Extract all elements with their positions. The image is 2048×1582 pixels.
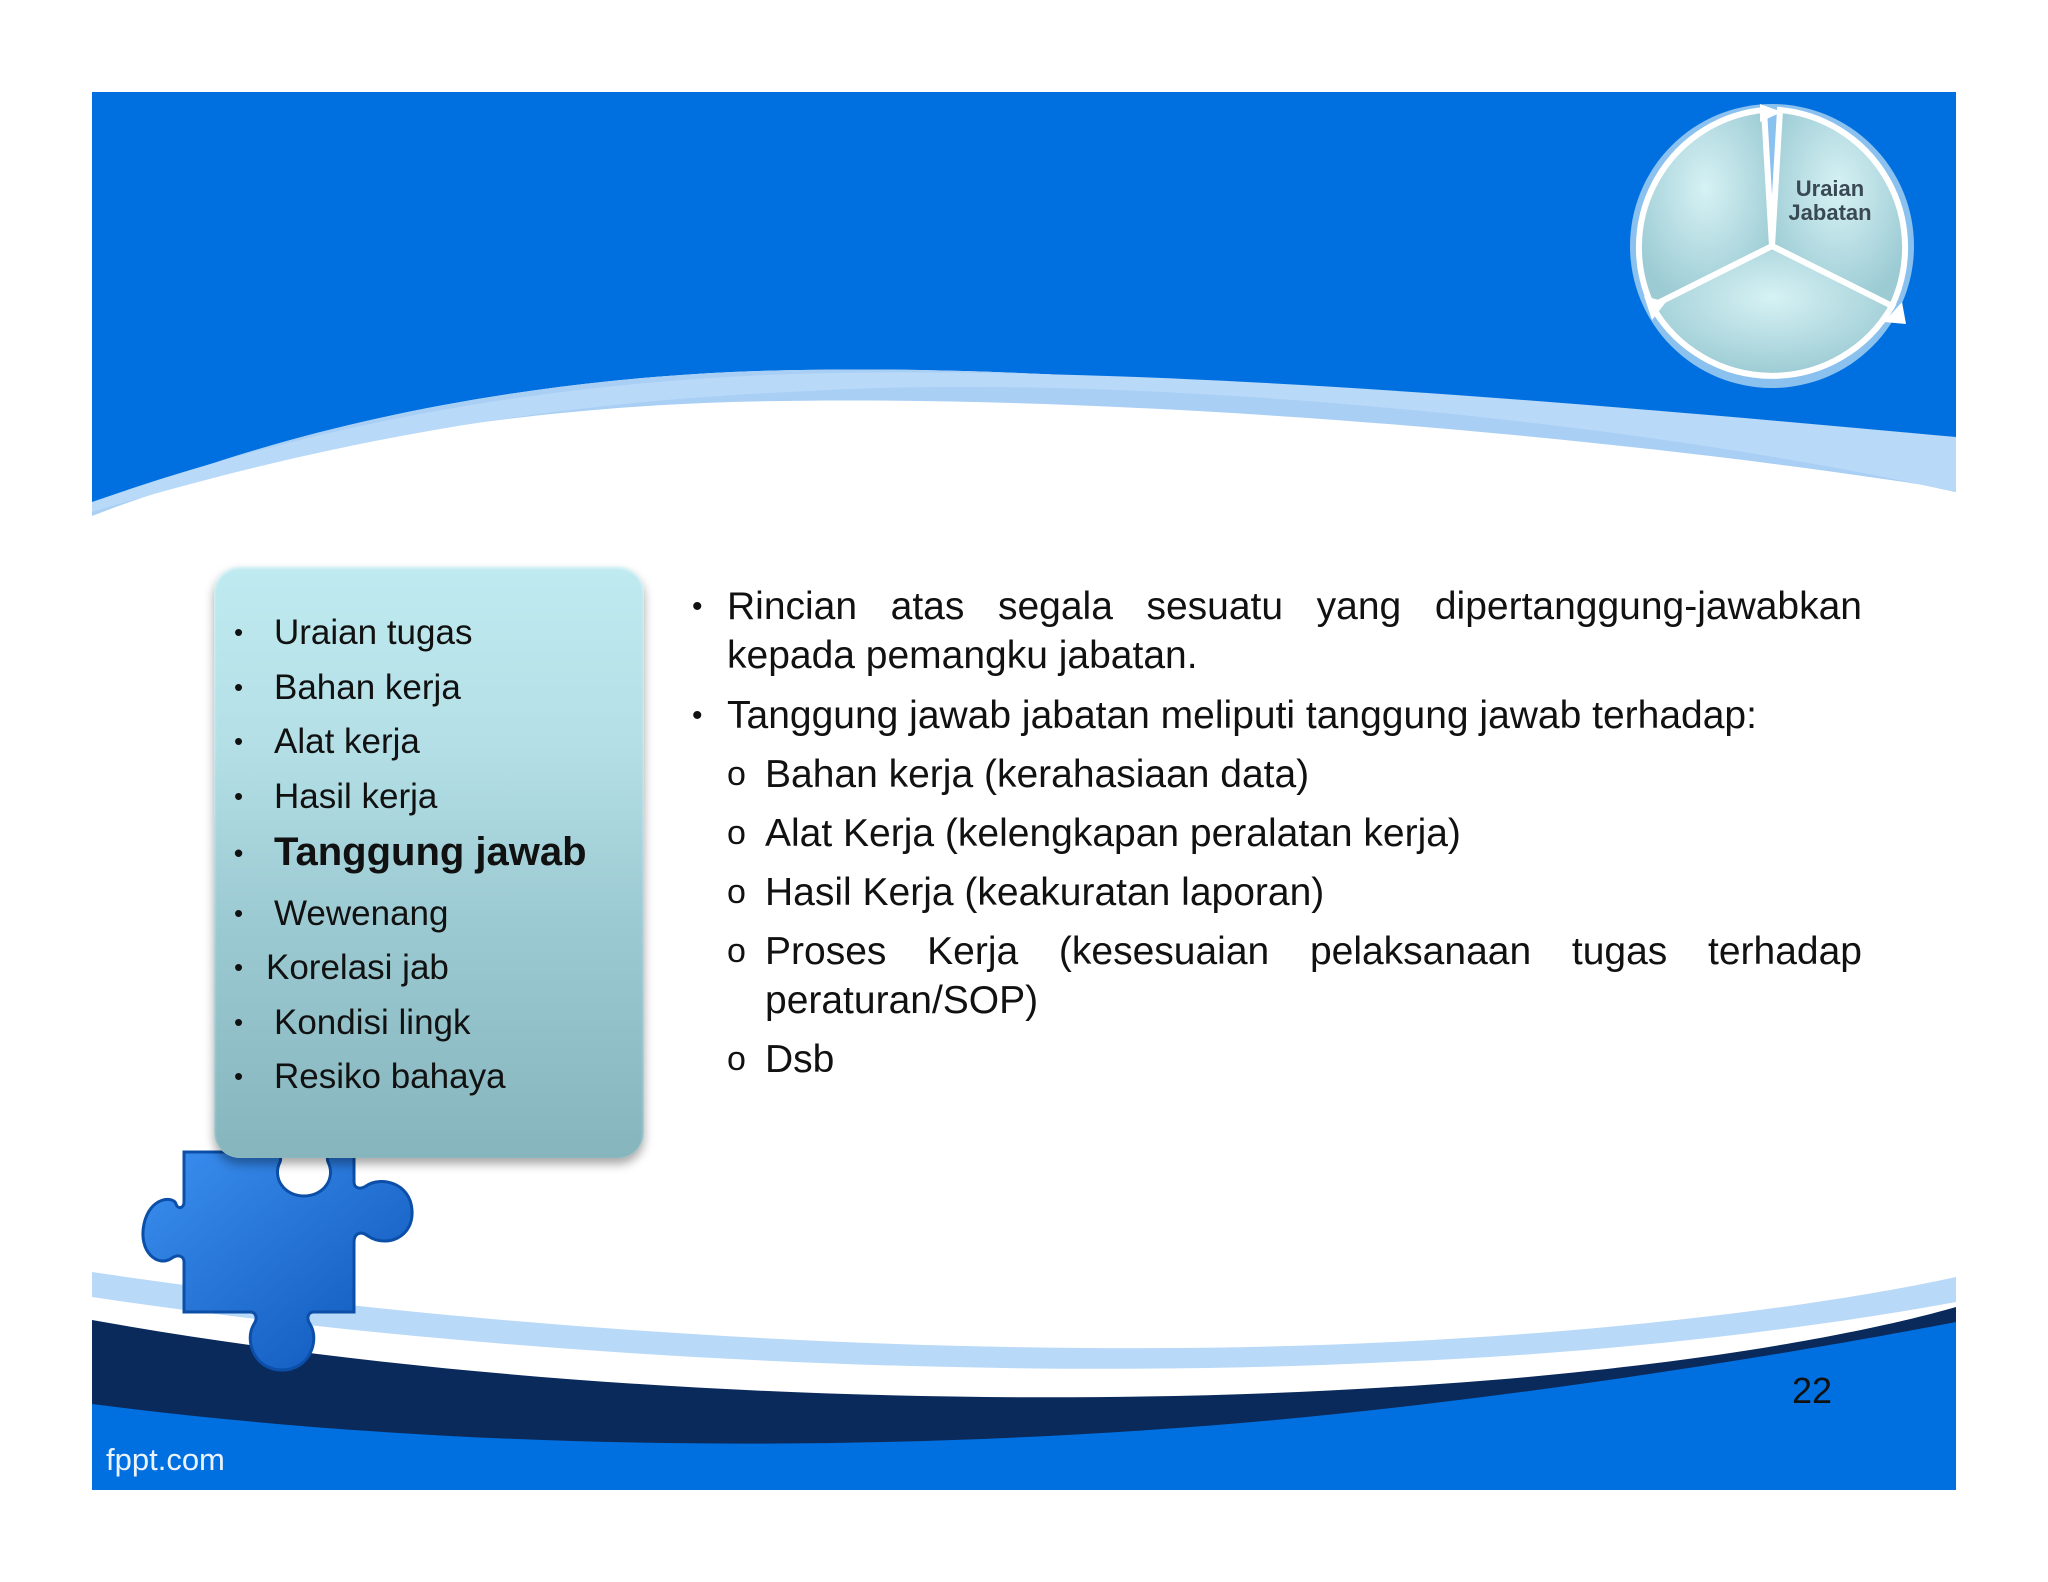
menu-item-wewenang[interactable]: • Wewenang xyxy=(234,894,449,933)
menu-item-label: Resiko bahaya xyxy=(274,1057,506,1096)
bullet-marker: • xyxy=(692,590,703,623)
menu-item-label: Kondisi lingk xyxy=(274,1003,471,1042)
menu-item-tanggung-jawab[interactable]: • Tanggung jawab xyxy=(234,830,587,874)
sub-bullet-item xyxy=(727,809,1862,858)
menu-item-label: Alat kerja xyxy=(274,722,420,761)
cycle-label-line1: Uraian xyxy=(1795,176,1865,201)
menu-item-label: Korelasi jab xyxy=(266,948,449,987)
footer-brand: fppt.com xyxy=(106,1442,225,1477)
bullet-text: Rincian atas segala sesuatu yang dipertanggung-jawabkan kepada pemangku jabatan. xyxy=(727,585,1862,677)
sub-bullet-marker: o xyxy=(727,755,746,793)
sub-bullet-marker: o xyxy=(727,873,746,911)
slide xyxy=(92,92,1956,1490)
sub-bullet-text: Hasil Kerja (keakuratan laporan) xyxy=(765,871,1325,914)
sub-bullet-marker: o xyxy=(727,932,746,970)
topic-menu-panel xyxy=(214,566,644,1158)
menu-item-resiko-bahaya[interactable]: • Resiko bahaya xyxy=(234,1057,506,1096)
sub-bullet-item xyxy=(727,868,1862,917)
sub-bullet-item xyxy=(727,927,1862,1025)
sub-bullet-text: Alat Kerja (kelengkapan peralatan kerja) xyxy=(765,812,1461,855)
sub-bullet-text: Bahan kerja (kerahasiaan data) xyxy=(765,753,1310,796)
bullet-marker: • xyxy=(692,699,703,732)
bullet-item xyxy=(692,691,1862,740)
menu-item-korelasi-jab[interactable]: • Korelasi jab xyxy=(234,948,449,987)
bullet-text: Tanggung jawab jabatan meliputi tanggung jawab terhadap: xyxy=(727,694,1757,737)
menu-item-label: Wewenang xyxy=(274,894,449,933)
sub-bullet-item xyxy=(727,750,1862,799)
bullet-item xyxy=(692,582,1862,680)
sub-bullet-marker: o xyxy=(727,1040,746,1078)
menu-item-uraian-tugas[interactable]: • Uraian tugas xyxy=(234,613,473,652)
menu-item-bahan-kerja[interactable]: • Bahan kerja xyxy=(234,668,461,707)
page-number: 22 xyxy=(1792,1370,1833,1411)
sub-bullet-item xyxy=(727,1035,1862,1084)
sub-bullet-text: Proses Kerja (kesesuaian pelaksanaan tugas terhadap peraturan/SOP) xyxy=(765,930,1862,1022)
menu-item-label: Tanggung jawab xyxy=(274,830,587,874)
cycle-diagram xyxy=(1622,96,1922,396)
sub-bullet-text: Dsb xyxy=(765,1038,835,1081)
menu-item-label: Bahan kerja xyxy=(274,668,461,707)
cycle-label-line2: Jabatan xyxy=(1788,200,1872,225)
menu-item-label: Hasil kerja xyxy=(274,777,438,816)
menu-item-alat-kerja[interactable]: • Alat kerja xyxy=(234,722,420,761)
slide-content xyxy=(692,582,1862,1084)
sub-bullet-marker: o xyxy=(727,814,746,852)
menu-item-label: Uraian tugas xyxy=(274,613,473,652)
menu-item-kondisi-lingk[interactable]: • Kondisi lingk xyxy=(234,1003,471,1042)
menu-item-hasil-kerja[interactable]: • Hasil kerja xyxy=(234,777,438,816)
